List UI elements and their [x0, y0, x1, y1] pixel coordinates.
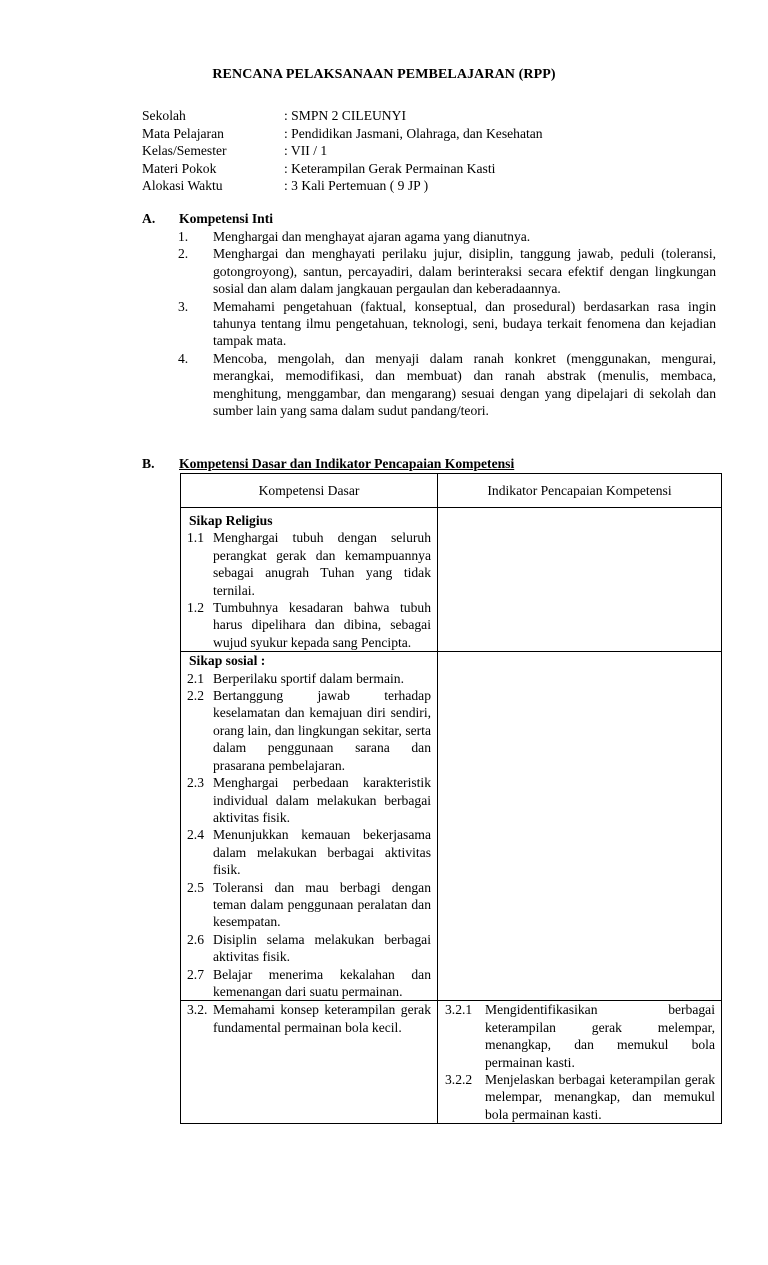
list-item: [187, 931, 431, 966]
section-a-heading: [142, 210, 273, 227]
document-title: RENCANA PELAKSANAAN PEMBELAJARAN (RPP): [212, 67, 556, 82]
table-row: [181, 652, 722, 1001]
list-number: 2.7: [187, 966, 204, 982]
identity-label: Mata Pelajaran: [142, 125, 224, 141]
list-text: Disiplin selama melakukan berbagai aktivitas fisik.: [213, 931, 431, 965]
identity-row: [142, 125, 742, 143]
identity-value: : Pendidikan Jasmani, Olahraga, dan Kesehatan: [284, 125, 543, 141]
section-title: Kompetensi Dasar dan Indikator Pencapaian Kompetensi: [179, 456, 515, 471]
list-text: Menghargai perbedaan karakteristik individual dalam melakukan berbagai aktivitas fisik.: [213, 775, 431, 825]
group-title: Sikap sosial :: [189, 653, 266, 669]
table-cell: [438, 1001, 722, 1124]
identity-value: : Keterampilan Gerak Permainan Kasti: [284, 160, 496, 176]
list-number: 3.2.2: [445, 1072, 473, 1087]
list-item: [187, 529, 431, 599]
list-item: [187, 879, 431, 931]
list-text: Tumbuhnya kesadaran bahwa tubuh harus dipelihara dan dibina, sebagai wujud syukur kepada sang Pencipta.: [213, 600, 431, 650]
kompetensi-inti-list: [178, 228, 716, 419]
list-number: 4.: [178, 350, 189, 366]
identity-label: Sekolah: [142, 108, 186, 123]
list-item: [443, 1001, 715, 1071]
list-item: [187, 966, 431, 1001]
list-text: Menunjukkan kemauan bekerjasama dalam melakukan berbagai aktivitas fisik.: [213, 827, 431, 878]
identity-row: [142, 142, 742, 160]
list-item: [187, 670, 431, 687]
list-item: [187, 687, 431, 774]
list-number: 1.2: [187, 600, 204, 616]
list-number: 2.4: [187, 827, 204, 843]
identity-label: Alokasi Waktu: [142, 178, 223, 193]
column-header-ipk: Indikator Pencapaian Kompetensi: [438, 474, 722, 508]
list-item: [178, 298, 716, 350]
identity-block: [142, 107, 742, 195]
table-cell: [181, 652, 438, 1001]
group-title: Sikap Religius: [189, 513, 273, 528]
list-text: Menghargai dan menghayati perilaku jujur, disiplin, tanggung jawab, peduli (toleransi, gotongroyong), santun, percayadiri, dalam berinteraksi secara efektif dengan lingkungan sosial dan alam dalam jangkauan pergaulan dan keberadaannya.: [213, 246, 716, 297]
list-text: Belajar menerima kekalahan dan kemenangan dari suatu permainan.: [213, 966, 431, 999]
list-item: [187, 1001, 431, 1036]
list-number: 2.2: [187, 688, 204, 704]
list-text: Menjelaskan berbagai keterampilan gerak melempar, menangkap, dan memukul bola permainan kasti.: [485, 1072, 715, 1122]
list-item: [178, 245, 716, 297]
list-item: [178, 228, 716, 245]
section-b-heading: [142, 455, 514, 472]
list-number: 3.: [178, 298, 189, 314]
table-cell: [438, 508, 722, 652]
list-text: Mencoba, mengolah, dan menyaji dalam ranah konkret (menggunakan, mengurai, merangkai, memodifikasi, dan membuat) dan ranah abstrak (menulis, membaca, menghitung, menggambar, dan mengarang) sesuai dengan yang dipelajari di sekolah dan sumber lain yang sama dalam sudut pandang/teori.: [213, 350, 716, 419]
column-header-kd: Kompetensi Dasar: [181, 474, 438, 508]
section-letter: A.: [142, 211, 156, 226]
list-item: [443, 1071, 715, 1123]
list-text: Menghargai dan menghayat ajaran agama yang dianutnya.: [213, 229, 531, 244]
list-text: Memahami pengetahuan (faktual, konseptual, dan prosedural) berdasarkan rasa ingin tahunya tentang ilmu pengetahuan, teknologi, seni, budaya terkait fenomena dan kejadian tampak mata.: [213, 298, 716, 349]
list-number: 3.2.: [187, 1002, 208, 1018]
section-letter: B.: [142, 456, 155, 471]
identity-value: : 3 Kali Pertemuan ( 9 JP ): [284, 178, 429, 193]
identity-label: Kelas/Semester: [142, 143, 227, 158]
list-number: 2.3: [187, 775, 204, 791]
list-number: 1.: [178, 229, 189, 244]
table-cell: [181, 508, 438, 652]
list-text: Bertanggung jawab terhadap keselamatan dan kemajuan diri sendiri, orang lain, dan lingkungan sekitar, serta dalam penggunaan sarana dan prasarana pembelajaran.: [213, 688, 431, 773]
list-text: Menghargai tubuh dengan seluruh perangkat gerak dan kemampuannya sebagai anugrah Tuhan yang tidak ternilai.: [213, 530, 431, 598]
list-item: [187, 599, 431, 651]
table-row: [181, 1001, 722, 1124]
list-item: [187, 774, 431, 826]
list-number: 2.: [178, 246, 189, 262]
list-number: 2.6: [187, 931, 204, 947]
identity-value: : SMPN 2 CILEUNYI: [284, 108, 406, 123]
list-text: Memahami konsep keterampilan gerak fundamental permainan bola kecil.: [213, 1002, 431, 1035]
table-cell: [438, 652, 722, 1001]
table-header-row: [181, 474, 722, 508]
list-number: 2.1: [187, 670, 204, 686]
list-item: [187, 826, 431, 878]
list-text: Berperilaku sportif dalam bermain.: [213, 670, 405, 686]
list-number: 2.5: [187, 879, 204, 895]
list-number: 3.2.1: [445, 1002, 473, 1018]
list-text: Toleransi dan mau berbagi dengan teman dalam penggunaan peralatan dan kesempatan.: [213, 879, 431, 930]
table-cell: [181, 1001, 438, 1124]
kompetensi-table: [180, 473, 722, 1124]
list-item: [178, 350, 716, 420]
list-text: Mengidentifikasikan berbagai keterampilan gerak melempar, menangkap, dan memukul bola permainan kasti.: [485, 1002, 715, 1070]
identity-row: [142, 160, 742, 178]
list-number: 1.1: [187, 530, 204, 546]
identity-value: : VII / 1: [284, 143, 328, 158]
section-title: Kompetensi Inti: [179, 211, 274, 226]
identity-label: Materi Pokok: [142, 160, 217, 176]
identity-row: [142, 177, 742, 195]
identity-row: [142, 107, 742, 125]
table-row: [181, 508, 722, 652]
